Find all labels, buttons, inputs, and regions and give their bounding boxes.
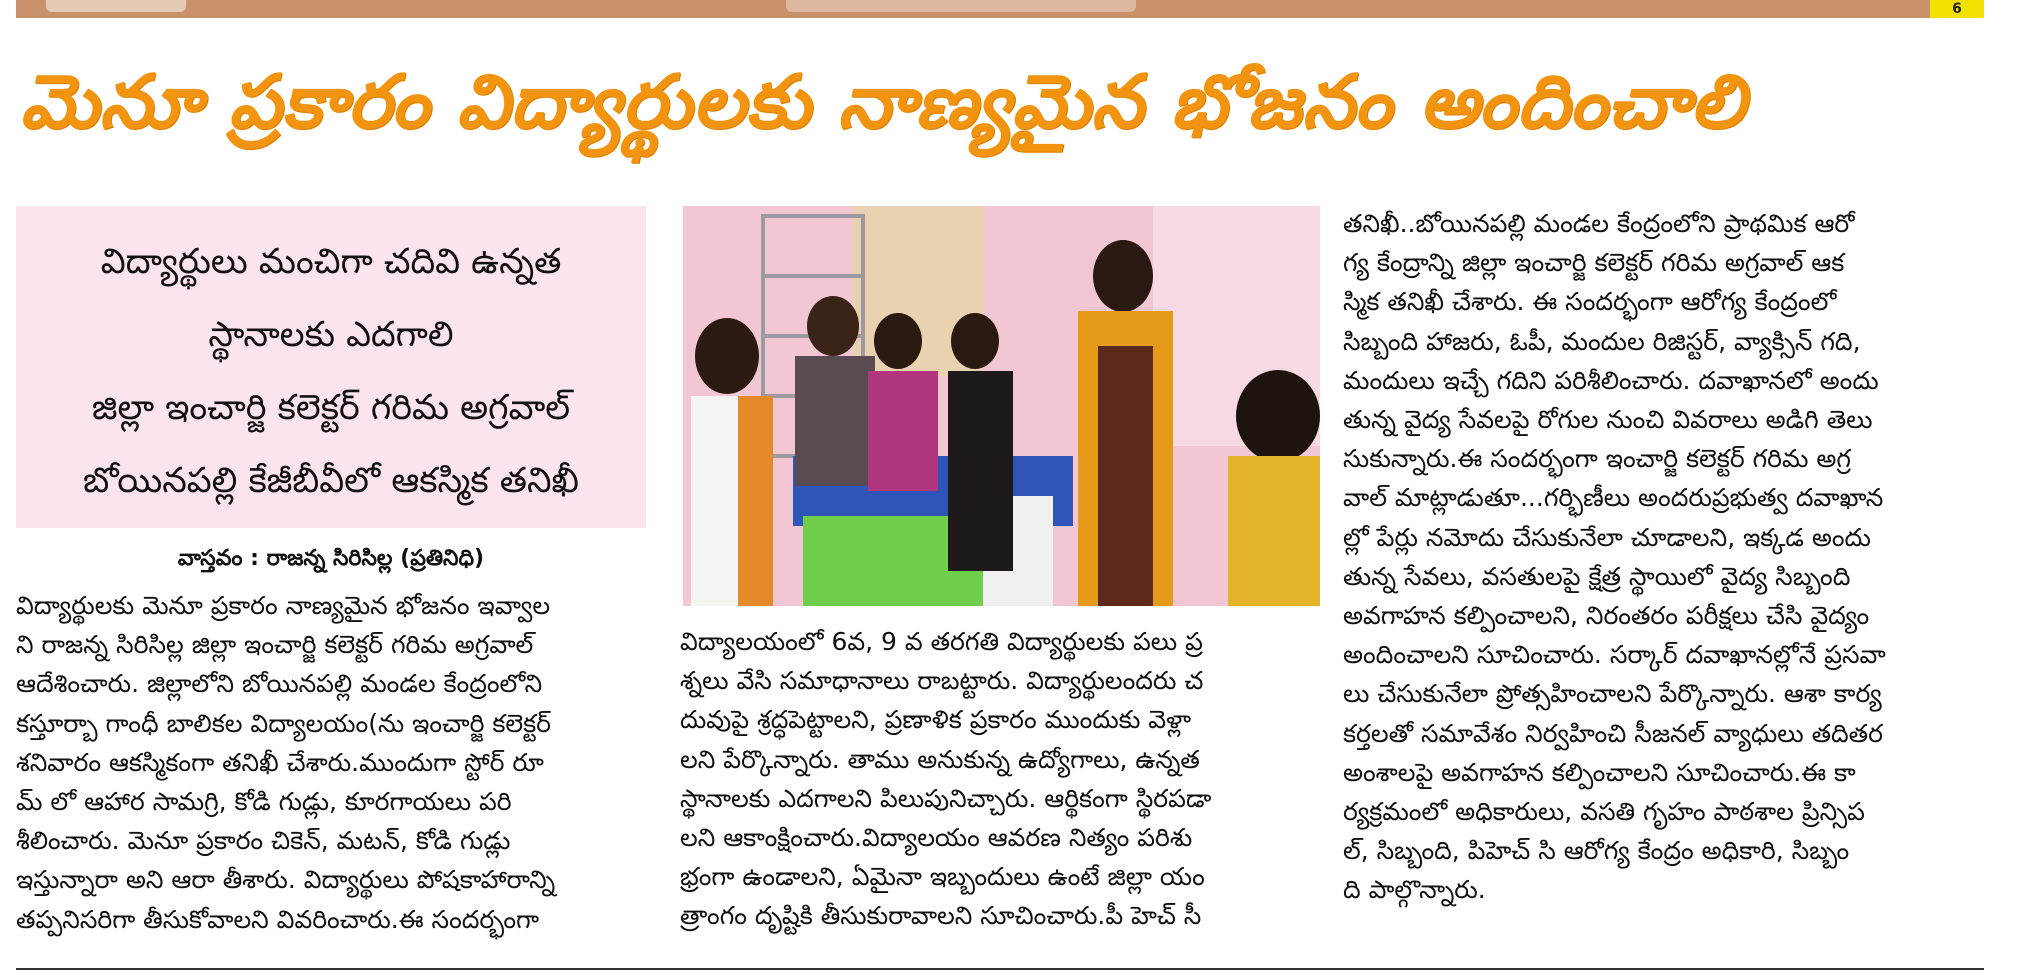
column-line: కస్తూర్బా గాంధీ బాలికల విద్యాలయం(ను ఇంచార్జి కలెక్టర్ [16, 708, 551, 738]
column-line: స్మిక తనిఖీ చేశారు. ఈ సందర్భంగా ఆరోగ్య కేంద్రంలో [1343, 287, 1837, 317]
deck-line: స్థానాలకు ఎదగాలి [208, 315, 454, 355]
column-line: శనివారం ఆకస్మికంగా తనిఖీ చేశారు.ముందుగా స్టోర్ రూ [16, 747, 544, 777]
column-line: తున్న వైద్య సేవలపై రోగుల నుంచి వివరాలు అడిగి తెలు [1343, 405, 1873, 435]
column-line: అందించాలని సూచించారు. సర్కార్ దవాఖానల్లోనే ప్రసవా [1343, 640, 1886, 670]
byline: వాస్తవం : రాజన్న సిరిసిల్ల (ప్రతినిధి) [177, 546, 485, 571]
page-number-badge: 6 [1930, 0, 1984, 18]
column-line: లని పేర్కొన్నారు. తాము అనుకున్న ఉద్యోగాలు, ఉన్నత [680, 744, 1200, 774]
column-line: అవగాహన కల్పించాలని, నిరంతరం పరీక్షలు చేసి వైద్యం [1343, 601, 1870, 631]
column-line: ర్యక్రమంలో అధికారులు, వసతి గృహం పాఠశాల ప్రిన్సిప [1343, 797, 1865, 827]
publication-logo-faded [786, 0, 1136, 12]
column-line: ది పాల్గొన్నారు. [1343, 875, 1486, 905]
news-photo [683, 206, 1320, 606]
column-line: తున్న సేవలు, వసతులపై క్షేత్ర స్థాయిలో వైద్య సిబ్బంది [1343, 561, 1851, 591]
column-line: విద్యాలయంలో 6వ, 9 వ తరగతి విద్యార్థులకు పలు ప్ర [680, 627, 1203, 656]
deck-line: బోయినపల్లి కేజీబీవీలో ఆకస్మిక తనిఖీ [83, 461, 579, 501]
column-line: స్థానాలకు ఎదగాలని పిలుపునిచ్చారు. ఆర్థికంగా స్థిరపడా [680, 783, 1212, 813]
column-line: తప్పనిసరిగా తీసుకోవాలని వివరించారు.ఈ సందర్భంగా [16, 904, 540, 934]
column-line: లని ఆకాంక్షించారు.విద్యాలయం ఆవరణ నిత్యం పరిశు [680, 823, 1193, 853]
article-column-1 [16, 586, 656, 939]
column-line: అంశాలపై అవగాహన కల్పించాలని సూచించారు.ఈ కా [1343, 757, 1856, 787]
column-line: గ్య కేంద్రాన్ని జిల్లా ఇంచార్జి కలెక్టర్ గరిమ అగ్రవాల్ ఆక [1343, 248, 1845, 278]
column-line: సుకున్నారు.ఈ సందర్భంగా ఇంచార్జి కలెక్టర్ గరిమ అగ్ర [1343, 444, 1851, 474]
column-line: విద్యార్థులకు మెనూ ప్రకారం నాణ్యమైన భోజనం ఇవ్వాల [16, 591, 551, 620]
bottom-rule [16, 968, 1984, 970]
column-line: తనిఖీ..బోయినపల్లి మండల కేంద్రంలోని ప్రాథమిక ఆరో [1343, 209, 1855, 238]
column-line: ని రాజన్న సిరిసిల్ల జిల్లా ఇంచార్జి కలెక్టర్ గరిమ అగ్రవాల్ [16, 630, 534, 660]
column-line: మందులు ఇచ్చే గదిని పరిశీలించారు. దవాఖానలో అందు [1343, 365, 1879, 395]
subheadline-box [16, 206, 646, 528]
article-column-2 [680, 622, 1320, 936]
deck-line: విద్యార్థులు మంచిగా చదివి ఉన్నత [100, 242, 562, 282]
column-line: శ్నలు వేసి సమాధానాలు రాబట్టారు. విద్యార్థులందరు చ [680, 666, 1204, 696]
column-line: సిబ్బంది హాజరు, ఓపీ, మందుల రిజిస్టర్, వ్యాక్సిన్ గది, [1343, 326, 1861, 356]
column-line: ఇస్తున్నారా అని ఆరా తీశారు. విద్యార్థులు పోషకాహారాన్ని [16, 865, 556, 895]
deck-line: జిల్లా ఇంచార్జి కలెక్టర్ గరిమ అగ్రవాల్ [91, 388, 571, 428]
article-column-3 [1343, 204, 1983, 910]
column-line: ల్లో పేర్లు నమోదు చేసుకునేలా చూడాలని, ఇక్కడ అందు [1343, 522, 1871, 552]
column-line: లు చేసుకునేలా ప్రోత్సహించాలని పేర్కొన్నారు. ఆశా కార్య [1343, 679, 1882, 709]
column-line: దువుపై శ్రద్ధపెట్టాలని, ప్రణాళిక ప్రకారం ముందుకు వెళ్లా [680, 705, 1192, 735]
column-line: ఆదేశించారు. జిల్లాలోని బోయినపల్లి మండల కేంద్రంలోని [16, 669, 543, 699]
masthead-band [16, 0, 1984, 18]
section-label-faded [46, 0, 186, 12]
column-line: మ్ లో ఆహార సామగ్రి, కోడి గుడ్లు, కూరగాయలు పరి [16, 787, 512, 817]
headline: మెనూ ప్రకారం విద్యార్థులకు నాణ్యమైన భోజనం అందించాలి [20, 59, 1746, 145]
column-line: ల్, సిబ్బంది, పిహెచ్ సి ఆరోగ్య కేంద్రం అధికారి, సిబ్బం [1343, 836, 1850, 866]
column-line: శీలించారు. మెనూ ప్రకారం చికెన్, మటన్, కోడి గుడ్లు [16, 826, 511, 856]
column-line: కర్తలతో సమావేశం నిర్వహించి సీజనల్ వ్యాధులు తదితర [1343, 718, 1883, 748]
column-line: భ్రంగా ఉండాలని, ఏమైనా ఇబ్బందులు ఉంటే జిల్లా యం [680, 862, 1205, 892]
column-line: వాల్ మాట్లాడుతూ...గర్భిణీలు అందరుప్రభుత్వ దవాఖాన [1343, 483, 1884, 513]
column-line: త్రాంగం దృష్టికి తీసుకురావాలని సూచించారు.పీ హెచ్ సీ [680, 901, 1202, 931]
